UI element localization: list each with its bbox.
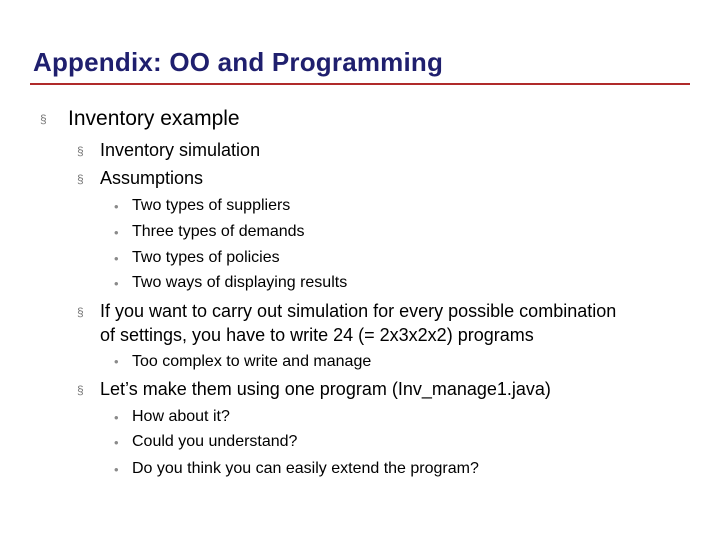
square-bullet-icon: § — [77, 305, 84, 319]
item-inventory-simulation: Inventory simulation — [100, 140, 261, 160]
one-program-text: Let’s make them using one program (Inv_manage1.java) — [100, 379, 551, 399]
slide-title: Appendix: OO and Programming — [33, 47, 444, 77]
item-assumptions: Assumptions — [100, 168, 204, 188]
dot-bullet-icon: • — [114, 462, 119, 477]
square-bullet-icon: § — [77, 144, 84, 158]
complex-note: Too complex to write and manage — [132, 353, 372, 370]
square-bullet-icon: § — [40, 112, 47, 126]
combination-text-line1: If you want to carry out simulation for every possible combination — [100, 301, 617, 321]
dot-bullet-icon: • — [114, 225, 119, 240]
square-bullet-icon: § — [77, 172, 84, 186]
assumption-demands: Three types of demands — [132, 223, 305, 240]
dot-bullet-icon: • — [114, 354, 119, 369]
assumption-suppliers: Two types of suppliers — [132, 197, 291, 214]
question-extend: Do you think you can easily extend the program? — [132, 460, 479, 477]
combination-text-line2: of settings, you have to write 24 (= 2x3x2x2) programs — [100, 325, 534, 345]
dot-bullet-icon: • — [114, 435, 119, 450]
dot-bullet-icon: • — [114, 199, 119, 214]
assumption-policies: Two types of policies — [132, 249, 280, 266]
dot-bullet-icon: • — [114, 251, 119, 266]
square-bullet-icon: § — [77, 383, 84, 397]
dot-bullet-icon: • — [114, 410, 119, 425]
title-underline — [30, 83, 690, 85]
main-bullet-text: Inventory example — [68, 107, 240, 130]
question-how-about: How about it? — [132, 408, 230, 425]
assumption-display: Two ways of displaying results — [132, 274, 348, 291]
question-understand: Could you understand? — [132, 433, 298, 450]
dot-bullet-icon: • — [114, 276, 119, 291]
